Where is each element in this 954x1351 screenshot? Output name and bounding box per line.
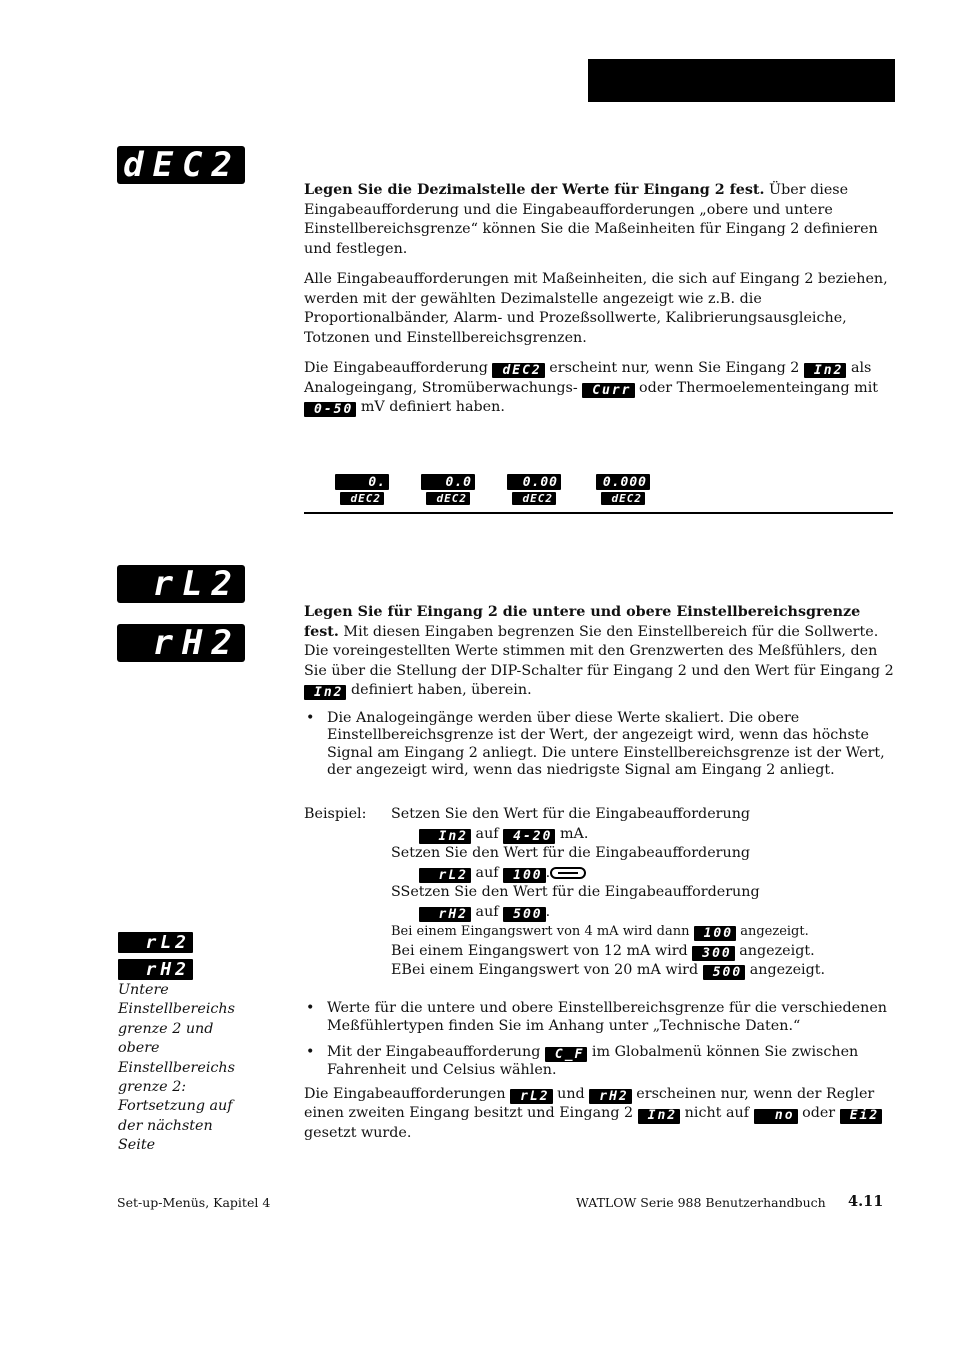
rh2-display xyxy=(117,624,245,662)
ex1-auf: auf xyxy=(471,825,504,842)
result-3 xyxy=(391,961,891,981)
result-1 xyxy=(391,922,891,942)
para3-d: oder Thermoelementeingang mit xyxy=(634,379,879,396)
led-in2-inline: In2 xyxy=(804,363,846,378)
led-300: 300 xyxy=(692,946,734,961)
section2-text xyxy=(304,603,894,780)
rh2-display-text: rH2 xyxy=(152,623,241,663)
last-a: Die Eingabeaufforderungen xyxy=(304,1085,511,1102)
res3-b: angezeigt. xyxy=(745,962,826,978)
led-in2-ex: In2 xyxy=(419,829,471,844)
table-label-4: dEC2 xyxy=(601,492,645,505)
last-c: erscheinen nur, wenn der Regler einen zweiten Eingang besitzt und Eingang 2 xyxy=(304,1085,875,1122)
example-2-line2: rL2 auf 100 . xyxy=(391,864,891,884)
para3-b: erscheint nur, wenn Sie Eingang 2 xyxy=(544,360,804,376)
last-d: nicht auf xyxy=(680,1105,754,1122)
section2-tail xyxy=(304,1000,894,1143)
section1-para2: Alle Eingabeaufforderungen mit Maßeinheiten, die sich auf Eingang 2 beziehen, werden mit der gewählten Dezimalstelle angezeigt wie z.B. die Proportionalbänder, Alarm- und Prozeßsollwerte, Kalibrierungsausgleiche, Totzonen und Einstellbereichsgrenzen. xyxy=(304,271,888,346)
dec2-display-text: dEC2 xyxy=(123,145,241,185)
ex1-unit: mA. xyxy=(555,825,589,842)
sidebar-rh2: rH2 xyxy=(118,959,193,980)
res2-b: angezeigt. xyxy=(734,942,815,959)
last-e: oder xyxy=(797,1105,840,1122)
res1-a: Bei einem Eingangswert von 4 mA wird dann xyxy=(391,924,694,939)
example-2: Setzen Sie den Wert für die Eingabeaufforderung xyxy=(391,845,751,861)
res1-b: angezeigt. xyxy=(736,924,809,939)
page-number: 4.11 xyxy=(848,1193,884,1210)
section2-last-para xyxy=(304,1085,894,1144)
led-no: no xyxy=(754,1109,798,1124)
led-cf: C_F xyxy=(545,1047,587,1062)
example-1: Setzen Sie den Wert für die Eingabeaufforderung xyxy=(391,806,751,822)
last-f: gesetzt wurde. xyxy=(304,1124,412,1141)
dec2-display xyxy=(117,146,245,184)
led-in2-inline-2: In2 xyxy=(304,685,346,700)
para3-c: als Analogeingang, Stromüberwachungs- xyxy=(304,360,872,396)
led-0-50-inline: 0-50 xyxy=(304,402,356,417)
section2-intro-b: definiert haben, überein. xyxy=(346,682,532,698)
section2-intro-bold: Legen Sie für Eingang 2 die untere und obere Einstellbereichsgrenze fest. xyxy=(304,604,861,640)
res3-a: EBei einem Eingangswert von 20 mA wird xyxy=(391,962,703,978)
table-label-3: dEC2 xyxy=(512,492,556,505)
led-500: 500 xyxy=(503,907,545,922)
example-1-line2 xyxy=(391,825,891,845)
hand-icon xyxy=(550,867,586,879)
example-3-line2: rH2 auf 500 . xyxy=(391,903,891,923)
rl2-display xyxy=(117,565,245,603)
table-value-3: 0.00 xyxy=(507,474,561,490)
table-value-1: 0. xyxy=(335,474,389,490)
header-bar xyxy=(588,59,895,102)
example-3: SSetzen Sie den Wert für die Eingabeaufforderung xyxy=(391,884,760,900)
led-4-20: 4-20 xyxy=(503,829,555,844)
led-ei2: Ei2 xyxy=(840,1109,882,1124)
ex2-auf: auf xyxy=(471,864,504,881)
bullet-3 xyxy=(304,1044,894,1080)
footer-right: WATLOW Serie 988 Benutzerhandbuch xyxy=(576,1195,826,1210)
led-100: 100 xyxy=(503,868,545,883)
section1-intro-bold: Legen Sie die Dezimalstelle der Werte für Eingang 2 fest. xyxy=(304,182,765,198)
sidebar-rl2: rL2 xyxy=(118,932,193,953)
ex3-auf: auf xyxy=(471,903,504,920)
table-label-2: dEC2 xyxy=(426,492,470,505)
bullet-2: • Werte für die untere und obere Einstellbereichsgrenze für die verschiedenen Meßfühlertypen finden Sie im Anhang unter „Technische Daten.“ xyxy=(304,1000,894,1035)
led-500-res: 500 xyxy=(703,965,745,980)
para3-e: mV definiert haben. xyxy=(356,399,505,415)
bullet-list-2 xyxy=(304,1000,894,1080)
section1-text xyxy=(304,181,894,418)
bullet-list-1 xyxy=(304,710,894,780)
bullet-1: • Die Analogeingänge werden über diese Werte skaliert. Die obere Einstellbereichsgrenze ist der Wert, der angezeigt wird, wenn das höchste Signal am Eingang 2 anliegt. Die untere Einstellbereichsgrenze ist der Wert, der angezeigt wird, wenn das niedrigste Signal am Eingang 2 anliegt. xyxy=(304,710,894,780)
led-rl2-ex: rL2 xyxy=(419,868,471,883)
section1-para3 xyxy=(304,359,894,418)
rl2-display-text: rL2 xyxy=(152,564,241,604)
sidebar-caption: Untere Einstellbereichs grenze 2 und obere Einstellbereichs grenze 2: Fortsetzung auf der nächsten Seite xyxy=(118,982,235,1154)
section-divider xyxy=(304,512,893,514)
led-in2-last: In2 xyxy=(638,1109,680,1124)
last-b: und xyxy=(552,1085,590,1102)
result-2 xyxy=(391,942,891,962)
section1-intro xyxy=(304,181,894,259)
led-dec2-inline: dEC2 xyxy=(492,363,544,378)
bullet3-a: Mit der Eingabeaufforderung xyxy=(327,1044,545,1060)
section2-intro-a: Mit diesen Eingaben begrenzen Sie den Einstellbereich für die Sollwerte. Die voreingestellten Werte stimmen mit den Grenzwerten des Meßfühlers, den Sie über die Stellung der DIP-Schalter für Eingang 2 und den Wert für Eingang 2 xyxy=(304,623,894,679)
bullet3-b: im Globalmenü können Sie zwischen Fahrenheit und Celsius wählen. xyxy=(327,1044,859,1079)
led-rh2-last: rH2 xyxy=(589,1089,631,1104)
para3-a: Die Eingabeaufforderung xyxy=(304,360,493,376)
section1-intro-rest: Über diese Eingabeaufforderung und die Eingabeaufforderungen „obere und untere Einstellbereichsgrenze“ können Sie die Maßeinheiten für Eingang 2 definieren und festlegen. xyxy=(304,182,878,257)
led-rh2-ex: rH2 xyxy=(419,907,471,922)
section2-intro xyxy=(304,603,894,701)
led-curr-inline: Curr xyxy=(582,383,634,398)
table-label-1: dEC2 xyxy=(340,492,384,505)
example-block xyxy=(391,805,891,981)
footer-left: Set-up-Menüs, Kapitel 4 xyxy=(117,1195,271,1210)
led-rl2-last: rL2 xyxy=(510,1089,552,1104)
table-value-2: 0.0 xyxy=(421,474,475,490)
led-100-res: 100 xyxy=(694,926,736,941)
table-value-4: 0.000 xyxy=(596,474,650,490)
res2-a: Bei einem Eingangswert von 12 mA wird xyxy=(391,942,693,959)
example-label: Beispiel: xyxy=(304,806,367,822)
